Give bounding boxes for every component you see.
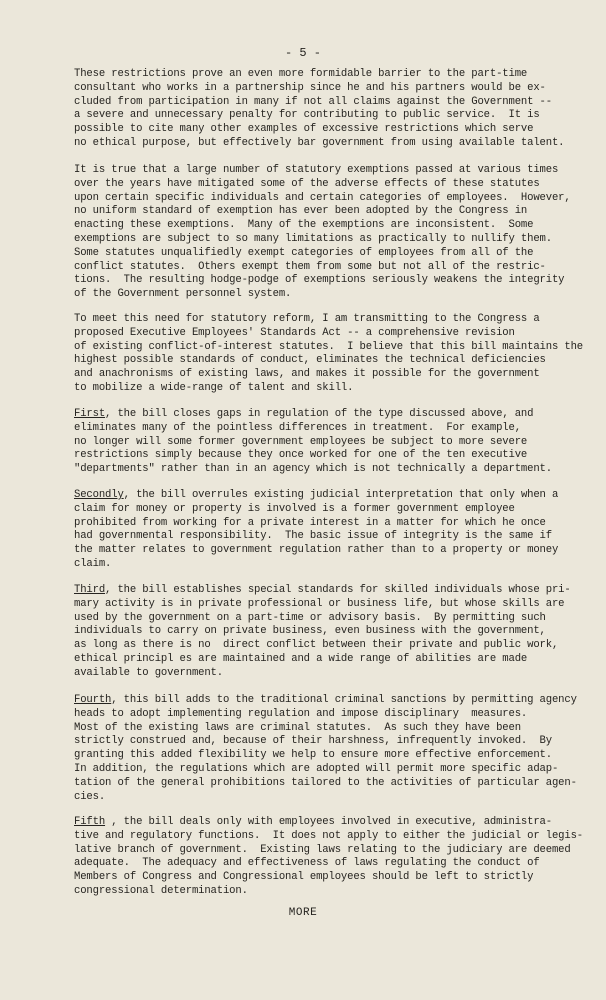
text-line: as long as there is no direct conflict between their private and public work, (74, 639, 559, 652)
text-line: Some statutes unqualifiedly exempt categories of employees from all of the (74, 246, 534, 259)
text-run: , this bill adds to the traditional criminal sanctions by permitting agency (111, 694, 577, 706)
paragraph-3 (74, 313, 583, 396)
text-line: used by the government on a part-time or advisory basis. By permitting such (74, 611, 546, 624)
text-line (74, 694, 577, 708)
text-line: eliminates many of the pointless differences in treatment. For example, (74, 421, 521, 434)
paragraph-fourth (74, 694, 577, 804)
text-line: a severe and unnecessary penalty for contributing to public service. It is (74, 109, 540, 122)
text-line: restrictions simply because they once worked for one of the ten executive (74, 449, 528, 462)
text-line: Most of the existing laws are criminal statutes. As such they have been (74, 721, 521, 734)
text-line: congressional determination. (74, 884, 248, 897)
text-run: , the bill deals only with employees involved in executive, administra- (105, 816, 552, 828)
text-line (74, 816, 552, 830)
text-line: of the Government personnel system. (74, 288, 292, 301)
text-line: tation of the general prohibitions tailored to the activities of particular agen- (74, 776, 577, 789)
text-line: mary activity is in private professional or business life, but whose skills are (74, 597, 565, 610)
text-line (74, 584, 571, 598)
text-line: ethical principl es are maintained and a wide range of abilities are made (74, 652, 528, 665)
text-line: cies. (74, 790, 106, 803)
text-line: enacting these exemptions. Many of the exemptions are inconsistent. Some (74, 219, 534, 232)
text-line: lative branch of government. Existing laws relating to the judiciary are deemed (74, 843, 571, 856)
text-line: over the years have mitigated some of the adverse effects of these statutes (74, 177, 540, 190)
text-line: To meet this need for statutory reform, I am transmitting to the Congress a (74, 313, 540, 325)
footer-more: MORE (288, 907, 318, 919)
text-line: It is true that a large number of statutory exemptions passed at various times (74, 164, 559, 176)
paragraph-1 (74, 68, 565, 151)
text-line: claim. (74, 557, 112, 570)
text-line: Members of Congress and Congressional employees should be left to strictly (74, 871, 534, 884)
paragraph-fifth (74, 816, 583, 899)
paragraph-lead: Secondly (74, 489, 124, 501)
paragraph-lead: Fifth (74, 816, 106, 828)
text-line: tions. The resulting hodge-podge of exemptions seriously weakens the integrity (74, 274, 565, 287)
paragraph-lead: Fourth (74, 694, 112, 706)
text-line: adequate. The adequacy and effectiveness of laws regulating the conduct of (74, 857, 540, 870)
text-line: conflict statutes. Others exempt them from some but not all of the restric- (74, 260, 546, 273)
paragraph-lead: First (74, 408, 106, 420)
paragraph-lead: Third (74, 584, 106, 596)
text-line: possible to cite many other examples of excessive restrictions which serve (74, 123, 534, 136)
text-line: of existing conflict-of-interest statutes. I believe that this bill maintains the (74, 340, 583, 353)
text-line: no longer will some former government employees be subject to more severe (74, 435, 528, 448)
text-line: tive and regulatory functions. It does not apply to either the judicial or legis- (74, 829, 583, 842)
text-line: In addition, the regulations which are adopted will permit more specific adap- (74, 762, 559, 775)
text-line: cluded from participation in many if not all claims against the Government -- (74, 95, 552, 108)
text-line: no uniform standard of exemption has ever been adopted by the Congress in (74, 205, 528, 218)
page-number: - 5 - (284, 46, 321, 60)
text-line: the matter relates to government regulation rather than to a property or money (74, 544, 559, 557)
text-line: heads to adopt implementing regulation and impose disciplinary measures. (74, 707, 528, 720)
text-line: "departments" rather than in an agency which is not technically a department. (74, 463, 552, 476)
paragraph-2 (74, 164, 571, 302)
text-line (74, 408, 544, 422)
text-line: consultant who works in a partnership since he and his partners would be ex- (74, 81, 546, 94)
text-line: granting this added flexibility we help to ensure more effective enforcement. (74, 749, 552, 762)
text-line: highest possible standards of conduct, eliminates the technical deficiencies (74, 354, 546, 367)
text-line: upon certain specific individuals and certain categories of employees. However, (74, 191, 571, 204)
text-run: , the bill establishes special standards for skilled individuals whose pri- (105, 584, 571, 596)
text-run: , the bill closes gaps in regulation of the type discussed above, and (105, 408, 534, 420)
paragraph-secondly (74, 489, 559, 572)
text-line: prohibited from working for a private interest in a matter for which he once (74, 516, 546, 529)
text-line: individuals to carry on private business, even business with the government, (74, 625, 546, 638)
text-line: claim for money or property is involved is a former government employee (74, 502, 515, 515)
text-line: These restrictions prove an even more formidable barrier to the part-time (74, 68, 528, 80)
text-line: strictly construed and, because of their harshness, infrequently invoked. By (74, 735, 552, 748)
text-line: to mobilize a wide-range of talent and skill. (74, 381, 354, 394)
text-line: available to government. (74, 666, 223, 679)
text-run: , the bill overrules existing judicial interpretation that only when a (123, 489, 559, 501)
text-line: and anachronisms of existing laws, and makes it possible for the government (74, 368, 540, 381)
text-line: no ethical purpose, but effectively bar government from using available talent. (74, 136, 565, 149)
text-line (74, 489, 559, 503)
text-line: proposed Executive Employees' Standards Act -- a comprehensive revision (74, 326, 515, 339)
paragraph-first (74, 408, 552, 477)
text-line: had governmental responsibility. The basic issue of integrity is the same if (74, 530, 552, 543)
text-line: exemptions are subject to so many limitations as practically to nullify them. (74, 232, 552, 245)
paragraph-third (74, 584, 571, 681)
